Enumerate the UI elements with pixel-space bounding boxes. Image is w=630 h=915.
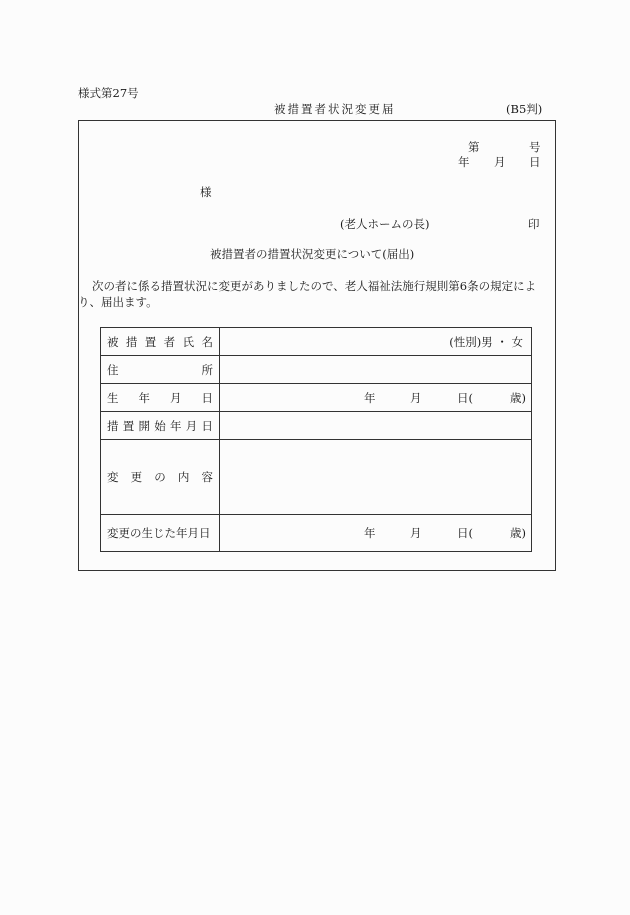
label-char: 日 <box>201 390 213 405</box>
date-month: 月 <box>494 155 506 169</box>
addressee-suffix: 様 <box>200 185 212 199</box>
start-label <box>101 412 220 440</box>
address-cell[interactable] <box>220 356 532 384</box>
label-char: 日 <box>201 418 213 433</box>
label-char: 氏 <box>182 334 195 349</box>
changed-age-unit: 歳) <box>510 526 526 540</box>
label-char: 措 <box>107 418 119 433</box>
change-label <box>101 440 220 515</box>
start-date-cell[interactable] <box>220 412 532 440</box>
birth-age-unit: 歳) <box>510 390 526 405</box>
label-char: 変 <box>107 470 119 484</box>
name-label-text <box>107 334 213 350</box>
label-char: 月 <box>170 390 182 405</box>
date-day: 日 <box>529 155 541 169</box>
seal-mark: 印 <box>528 217 540 231</box>
sender-label: (老人ホームの長) <box>340 217 430 231</box>
birth-label <box>101 384 220 412</box>
label-char: 住 <box>107 362 119 377</box>
table-row <box>101 328 532 356</box>
table-row <box>101 412 532 440</box>
birth-year-unit: 年 <box>364 390 376 405</box>
doc-number-dai: 第 <box>468 140 480 154</box>
label-char: 被 <box>107 334 119 349</box>
start-label-text <box>107 418 213 434</box>
label-char: 容 <box>201 470 213 484</box>
form-table <box>100 327 532 552</box>
address-label-text <box>107 362 213 378</box>
birth-date-cell[interactable] <box>220 384 532 412</box>
label-char: 者 <box>163 334 176 349</box>
label-char: 措 <box>125 334 138 349</box>
form-title: 被措置者状況変更届 <box>274 102 396 116</box>
changed-year-unit: 年 <box>364 526 376 540</box>
label-char: 置 <box>122 418 135 433</box>
table-row <box>101 515 532 552</box>
changed-date-cell[interactable] <box>220 515 532 552</box>
changed-day-unit: 日( <box>457 526 473 540</box>
changed-month-unit: 月 <box>410 526 422 540</box>
label-char: 開 <box>138 418 150 433</box>
table-row <box>101 440 532 515</box>
label-char: 内 <box>177 470 190 484</box>
label-char: 生 <box>107 390 119 405</box>
label-char: 置 <box>144 334 157 349</box>
label-char: 所 <box>201 362 213 377</box>
gender-label: (性別)男 ・ 女 <box>449 334 523 349</box>
changed-date-label-text: 変更の生じた年月日 <box>107 526 211 540</box>
name-cell[interactable] <box>220 328 532 356</box>
birth-day-unit: 日( <box>457 390 473 405</box>
doc-number-go: 号 <box>529 140 541 154</box>
label-char: 更 <box>130 470 143 484</box>
changed-date-label <box>101 515 220 552</box>
label-char: の <box>154 470 166 484</box>
body-text: 次の者に係る措置状況に変更がありましたので、老人福祉法施行規則第6条の規定により、届出ます。 <box>78 279 537 309</box>
table-row <box>101 384 532 412</box>
change-content-cell[interactable] <box>220 440 532 515</box>
name-label <box>101 328 220 356</box>
change-label-text <box>107 469 213 485</box>
label-char: 名 <box>201 334 213 349</box>
subject-line: 被措置者の措置状況変更について(届出) <box>210 247 415 261</box>
birth-month-unit: 月 <box>410 390 422 405</box>
date-year: 年 <box>458 155 470 169</box>
table-row <box>101 356 532 384</box>
birth-label-text <box>107 390 213 406</box>
label-char: 年 <box>138 390 150 405</box>
label-char: 始 <box>154 418 166 433</box>
address-label <box>101 356 220 384</box>
form-number: 様式第27号 <box>78 86 139 100</box>
label-char: 月 <box>185 418 198 433</box>
paper-size: (B5判) <box>506 102 543 116</box>
label-char: 年 <box>170 418 182 433</box>
